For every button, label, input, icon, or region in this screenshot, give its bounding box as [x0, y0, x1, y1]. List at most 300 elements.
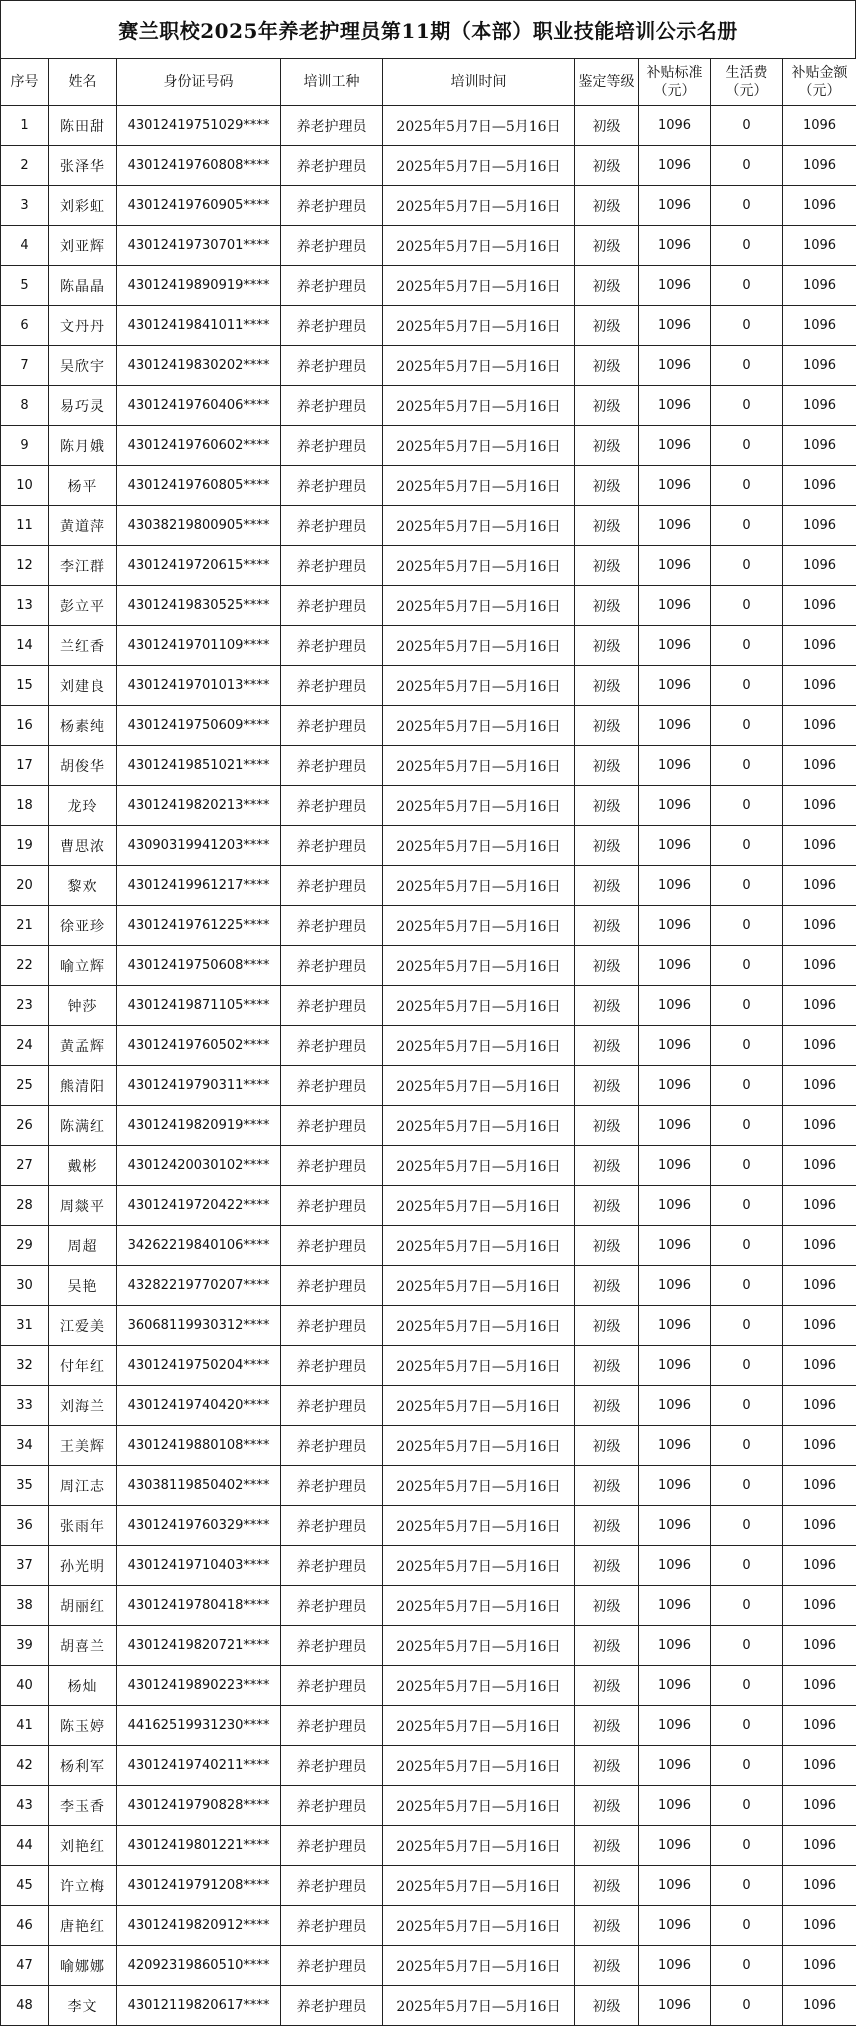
cell-name: 彭立平 [49, 586, 117, 626]
cell-level: 初级 [575, 1066, 639, 1106]
cell-amount: 1096 [783, 586, 856, 626]
table-row [1, 746, 856, 786]
table-row [1, 346, 856, 386]
cell-standard: 1096 [639, 426, 711, 466]
cell-level: 初级 [575, 1026, 639, 1066]
cell-amount: 1096 [783, 146, 856, 186]
cell-level: 初级 [575, 1186, 639, 1226]
cell-living: 0 [711, 186, 783, 226]
cell-standard: 1096 [639, 1906, 711, 1946]
table-row [1, 146, 856, 186]
cell-name: 杨素纯 [49, 706, 117, 746]
cell-amount: 1096 [783, 466, 856, 506]
cell-seq: 38 [1, 1586, 49, 1626]
cell-seq: 20 [1, 866, 49, 906]
table-row [1, 506, 856, 546]
cell-name: 许立梅 [49, 1866, 117, 1906]
cell-living: 0 [711, 1506, 783, 1546]
cell-period: 2025年5月7日—5月16日 [383, 1106, 575, 1146]
cell-amount: 1096 [783, 186, 856, 226]
cell-period: 2025年5月7日—5月16日 [383, 1226, 575, 1266]
cell-level: 初级 [575, 706, 639, 746]
cell-trade: 养老护理员 [281, 186, 383, 226]
header-living: 生活费（元） [711, 59, 783, 106]
cell-living: 0 [711, 226, 783, 266]
cell-name: 刘彩虹 [49, 186, 117, 226]
cell-id-number: 44162519931230**** [117, 1706, 281, 1746]
cell-trade: 养老护理员 [281, 1946, 383, 1986]
cell-seq: 18 [1, 786, 49, 826]
cell-level: 初级 [575, 186, 639, 226]
cell-living: 0 [711, 786, 783, 826]
table-row [1, 1786, 856, 1826]
cell-level: 初级 [575, 1986, 639, 2026]
cell-seq: 25 [1, 1066, 49, 1106]
table-row [1, 1066, 856, 1106]
cell-period: 2025年5月7日—5月16日 [383, 1586, 575, 1626]
cell-level: 初级 [575, 386, 639, 426]
cell-period: 2025年5月7日—5月16日 [383, 546, 575, 586]
cell-standard: 1096 [639, 1186, 711, 1226]
cell-period: 2025年5月7日—5月16日 [383, 266, 575, 306]
cell-amount: 1096 [783, 1426, 856, 1466]
cell-amount: 1096 [783, 1786, 856, 1826]
cell-standard: 1096 [639, 786, 711, 826]
table-header-row [1, 59, 856, 106]
cell-seq: 36 [1, 1506, 49, 1546]
cell-standard: 1096 [639, 1226, 711, 1266]
table-row [1, 986, 856, 1026]
table-row [1, 1546, 856, 1586]
cell-seq: 42 [1, 1746, 49, 1786]
cell-trade: 养老护理员 [281, 786, 383, 826]
cell-level: 初级 [575, 546, 639, 586]
cell-trade: 养老护理员 [281, 1546, 383, 1586]
cell-living: 0 [711, 906, 783, 946]
table-row [1, 466, 856, 506]
header-period: 培训时间 [383, 59, 575, 106]
cell-period: 2025年5月7日—5月16日 [383, 1946, 575, 1986]
cell-seq: 32 [1, 1346, 49, 1386]
cell-amount: 1096 [783, 266, 856, 306]
table-row [1, 1146, 856, 1186]
cell-trade: 养老护理员 [281, 1426, 383, 1466]
cell-level: 初级 [575, 586, 639, 626]
cell-level: 初级 [575, 666, 639, 706]
cell-seq: 31 [1, 1306, 49, 1346]
cell-id-number: 43012419760502**** [117, 1026, 281, 1066]
cell-id-number: 43012419761225**** [117, 906, 281, 946]
cell-name: 李文 [49, 1986, 117, 2026]
cell-name: 胡丽红 [49, 1586, 117, 1626]
cell-level: 初级 [575, 1666, 639, 1706]
cell-period: 2025年5月7日—5月16日 [383, 746, 575, 786]
cell-trade: 养老护理员 [281, 1746, 383, 1786]
cell-id-number: 43282219770207**** [117, 1266, 281, 1306]
cell-amount: 1096 [783, 386, 856, 426]
cell-level: 初级 [575, 506, 639, 546]
cell-id-number: 43012419740211**** [117, 1746, 281, 1786]
cell-id-number: 43012419750609**** [117, 706, 281, 746]
cell-level: 初级 [575, 1946, 639, 1986]
cell-living: 0 [711, 1826, 783, 1866]
cell-living: 0 [711, 1626, 783, 1666]
cell-trade: 养老护理员 [281, 1826, 383, 1866]
cell-trade: 养老护理员 [281, 346, 383, 386]
cell-standard: 1096 [639, 906, 711, 946]
cell-trade: 养老护理员 [281, 906, 383, 946]
table-row [1, 1826, 856, 1866]
cell-id-number: 43012419780418**** [117, 1586, 281, 1626]
cell-amount: 1096 [783, 426, 856, 466]
cell-name: 喻娜娜 [49, 1946, 117, 1986]
cell-id-number: 43012419791208**** [117, 1866, 281, 1906]
table-row [1, 666, 856, 706]
cell-standard: 1096 [639, 866, 711, 906]
cell-name: 周燚平 [49, 1186, 117, 1226]
cell-period: 2025年5月7日—5月16日 [383, 1386, 575, 1426]
cell-trade: 养老护理员 [281, 1506, 383, 1546]
cell-level: 初级 [575, 306, 639, 346]
cell-seq: 27 [1, 1146, 49, 1186]
cell-seq: 47 [1, 1946, 49, 1986]
cell-trade: 养老护理员 [281, 986, 383, 1026]
cell-name: 易巧灵 [49, 386, 117, 426]
cell-level: 初级 [575, 1626, 639, 1666]
cell-name: 付年红 [49, 1346, 117, 1386]
cell-living: 0 [711, 1986, 783, 2026]
cell-living: 0 [711, 1306, 783, 1346]
cell-seq: 11 [1, 506, 49, 546]
cell-trade: 养老护理员 [281, 106, 383, 146]
cell-amount: 1096 [783, 1506, 856, 1546]
cell-level: 初级 [575, 1346, 639, 1386]
table-row [1, 1906, 856, 1946]
table-row [1, 1586, 856, 1626]
table-row [1, 226, 856, 266]
cell-id-number: 43012419701109**** [117, 626, 281, 666]
header-level: 鉴定等级 [575, 59, 639, 106]
cell-trade: 养老护理员 [281, 1906, 383, 1946]
cell-seq: 15 [1, 666, 49, 706]
cell-id-number: 43012419890223**** [117, 1666, 281, 1706]
cell-period: 2025年5月7日—5月16日 [383, 106, 575, 146]
cell-amount: 1096 [783, 666, 856, 706]
cell-period: 2025年5月7日—5月16日 [383, 1506, 575, 1546]
cell-amount: 1096 [783, 306, 856, 346]
header-id: 身份证号码 [117, 59, 281, 106]
cell-living: 0 [711, 1026, 783, 1066]
cell-amount: 1096 [783, 506, 856, 546]
cell-trade: 养老护理员 [281, 1986, 383, 2026]
cell-period: 2025年5月7日—5月16日 [383, 1786, 575, 1826]
cell-name: 杨灿 [49, 1666, 117, 1706]
cell-trade: 养老护理员 [281, 1066, 383, 1106]
cell-trade: 养老护理员 [281, 666, 383, 706]
cell-level: 初级 [575, 1306, 639, 1346]
cell-seq: 34 [1, 1426, 49, 1466]
cell-period: 2025年5月7日—5月16日 [383, 1146, 575, 1186]
cell-name: 李江群 [49, 546, 117, 586]
cell-living: 0 [711, 1546, 783, 1586]
cell-level: 初级 [575, 106, 639, 146]
cell-living: 0 [711, 1706, 783, 1746]
cell-trade: 养老护理员 [281, 1106, 383, 1146]
cell-amount: 1096 [783, 1346, 856, 1386]
table-row [1, 1626, 856, 1666]
cell-amount: 1096 [783, 1986, 856, 2026]
table-row [1, 1386, 856, 1426]
cell-name: 杨利军 [49, 1746, 117, 1786]
cell-name: 钟莎 [49, 986, 117, 1026]
cell-id-number: 43012419820213**** [117, 786, 281, 826]
cell-seq: 29 [1, 1226, 49, 1266]
cell-id-number: 43012419820919**** [117, 1106, 281, 1146]
table-row [1, 186, 856, 226]
cell-living: 0 [711, 1586, 783, 1626]
cell-amount: 1096 [783, 1106, 856, 1146]
cell-living: 0 [711, 946, 783, 986]
cell-level: 初级 [575, 1226, 639, 1266]
cell-standard: 1096 [639, 1346, 711, 1386]
cell-standard: 1096 [639, 306, 711, 346]
cell-living: 0 [711, 546, 783, 586]
cell-id-number: 43012419730701**** [117, 226, 281, 266]
cell-trade: 养老护理员 [281, 706, 383, 746]
cell-standard: 1096 [639, 986, 711, 1026]
cell-name: 徐亚珍 [49, 906, 117, 946]
cell-name: 李玉香 [49, 1786, 117, 1826]
cell-amount: 1096 [783, 1066, 856, 1106]
cell-amount: 1096 [783, 906, 856, 946]
cell-seq: 48 [1, 1986, 49, 2026]
cell-seq: 13 [1, 586, 49, 626]
cell-name: 杨平 [49, 466, 117, 506]
cell-amount: 1096 [783, 1466, 856, 1506]
cell-id-number: 43012419961217**** [117, 866, 281, 906]
cell-name: 曹思浓 [49, 826, 117, 866]
cell-amount: 1096 [783, 986, 856, 1026]
cell-amount: 1096 [783, 346, 856, 386]
cell-period: 2025年5月7日—5月16日 [383, 946, 575, 986]
cell-period: 2025年5月7日—5月16日 [383, 1746, 575, 1786]
cell-id-number: 43012419760805**** [117, 466, 281, 506]
table-row [1, 1986, 856, 2026]
cell-living: 0 [711, 1386, 783, 1426]
table-row [1, 586, 856, 626]
cell-trade: 养老护理员 [281, 266, 383, 306]
cell-level: 初级 [575, 1746, 639, 1786]
cell-seq: 10 [1, 466, 49, 506]
cell-trade: 养老护理员 [281, 306, 383, 346]
cell-seq: 4 [1, 226, 49, 266]
cell-period: 2025年5月7日—5月16日 [383, 1426, 575, 1466]
cell-trade: 养老护理员 [281, 866, 383, 906]
cell-name: 周超 [49, 1226, 117, 1266]
cell-amount: 1096 [783, 1586, 856, 1626]
table-row [1, 826, 856, 866]
cell-name: 胡喜兰 [49, 1626, 117, 1666]
cell-standard: 1096 [639, 1506, 711, 1546]
cell-seq: 3 [1, 186, 49, 226]
cell-living: 0 [711, 866, 783, 906]
cell-trade: 养老护理员 [281, 466, 383, 506]
cell-living: 0 [711, 586, 783, 626]
cell-name: 孙光明 [49, 1546, 117, 1586]
cell-living: 0 [711, 1866, 783, 1906]
cell-id-number: 43012419890919**** [117, 266, 281, 306]
cell-trade: 养老护理员 [281, 1386, 383, 1426]
cell-trade: 养老护理员 [281, 586, 383, 626]
cell-name: 陈玉婷 [49, 1706, 117, 1746]
cell-level: 初级 [575, 1426, 639, 1466]
cell-id-number: 42092319860510**** [117, 1946, 281, 1986]
cell-amount: 1096 [783, 1826, 856, 1866]
cell-trade: 养老护理员 [281, 1706, 383, 1746]
cell-name: 刘海兰 [49, 1386, 117, 1426]
cell-trade: 养老护理员 [281, 1306, 383, 1346]
cell-living: 0 [711, 466, 783, 506]
table-row [1, 1946, 856, 1986]
cell-level: 初级 [575, 346, 639, 386]
cell-name: 张雨年 [49, 1506, 117, 1546]
cell-name: 喻立辉 [49, 946, 117, 986]
cell-trade: 养老护理员 [281, 1586, 383, 1626]
cell-id-number: 43012419880108**** [117, 1426, 281, 1466]
cell-trade: 养老护理员 [281, 1226, 383, 1266]
cell-id-number: 43012419751029**** [117, 106, 281, 146]
table-row [1, 106, 856, 146]
cell-seq: 28 [1, 1186, 49, 1226]
cell-id-number: 43012419750204**** [117, 1346, 281, 1386]
cell-standard: 1096 [639, 1026, 711, 1066]
table-row [1, 1226, 856, 1266]
cell-period: 2025年5月7日—5月16日 [383, 866, 575, 906]
cell-seq: 19 [1, 826, 49, 866]
cell-amount: 1096 [783, 1626, 856, 1666]
cell-seq: 33 [1, 1386, 49, 1426]
cell-id-number: 43012419820721**** [117, 1626, 281, 1666]
cell-standard: 1096 [639, 946, 711, 986]
cell-level: 初级 [575, 986, 639, 1026]
cell-amount: 1096 [783, 1866, 856, 1906]
cell-living: 0 [711, 266, 783, 306]
header-trade: 培训工种 [281, 59, 383, 106]
cell-id-number: 43012119820617**** [117, 1986, 281, 2026]
cell-period: 2025年5月7日—5月16日 [383, 426, 575, 466]
cell-period: 2025年5月7日—5月16日 [383, 146, 575, 186]
table-row [1, 1186, 856, 1226]
cell-level: 初级 [575, 1586, 639, 1626]
cell-name: 吴艳 [49, 1266, 117, 1306]
cell-name: 陈月娥 [49, 426, 117, 466]
cell-seq: 43 [1, 1786, 49, 1826]
table-row [1, 946, 856, 986]
cell-standard: 1096 [639, 546, 711, 586]
cell-name: 陈晶晶 [49, 266, 117, 306]
cell-standard: 1096 [639, 1546, 711, 1586]
cell-standard: 1096 [639, 1746, 711, 1786]
cell-period: 2025年5月7日—5月16日 [383, 1546, 575, 1586]
cell-seq: 24 [1, 1026, 49, 1066]
table-row [1, 1426, 856, 1466]
cell-trade: 养老护理员 [281, 1186, 383, 1226]
cell-seq: 16 [1, 706, 49, 746]
table-row [1, 266, 856, 306]
cell-living: 0 [711, 746, 783, 786]
cell-seq: 37 [1, 1546, 49, 1586]
cell-standard: 1096 [639, 466, 711, 506]
cell-id-number: 34262219840106**** [117, 1226, 281, 1266]
cell-standard: 1096 [639, 226, 711, 266]
cell-trade: 养老护理员 [281, 426, 383, 466]
table-row [1, 1746, 856, 1786]
cell-standard: 1096 [639, 1066, 711, 1106]
cell-seq: 23 [1, 986, 49, 1026]
cell-standard: 1096 [639, 626, 711, 666]
cell-standard: 1096 [639, 346, 711, 386]
cell-period: 2025年5月7日—5月16日 [383, 1026, 575, 1066]
cell-living: 0 [711, 506, 783, 546]
cell-id-number: 43012419820912**** [117, 1906, 281, 1946]
cell-living: 0 [711, 626, 783, 666]
cell-name: 龙玲 [49, 786, 117, 826]
table-row [1, 1466, 856, 1506]
cell-id-number: 36068119930312**** [117, 1306, 281, 1346]
table-row [1, 706, 856, 746]
table-row [1, 866, 856, 906]
cell-living: 0 [711, 1106, 783, 1146]
table-row [1, 1866, 856, 1906]
cell-name: 唐艳红 [49, 1906, 117, 1946]
cell-level: 初级 [575, 226, 639, 266]
cell-amount: 1096 [783, 746, 856, 786]
cell-level: 初级 [575, 826, 639, 866]
cell-amount: 1096 [783, 1906, 856, 1946]
cell-standard: 1096 [639, 1146, 711, 1186]
cell-living: 0 [711, 346, 783, 386]
cell-id-number: 43038219800905**** [117, 506, 281, 546]
cell-standard: 1096 [639, 1666, 711, 1706]
cell-id-number: 43012419701013**** [117, 666, 281, 706]
cell-seq: 41 [1, 1706, 49, 1746]
cell-name: 吴欣宇 [49, 346, 117, 386]
cell-living: 0 [711, 986, 783, 1026]
table-row [1, 1306, 856, 1346]
cell-seq: 7 [1, 346, 49, 386]
cell-period: 2025年5月7日—5月16日 [383, 1706, 575, 1746]
roster-table [0, 58, 856, 2026]
table-row [1, 1266, 856, 1306]
cell-period: 2025年5月7日—5月16日 [383, 346, 575, 386]
cell-amount: 1096 [783, 1026, 856, 1066]
cell-amount: 1096 [783, 1386, 856, 1426]
cell-name: 黄道萍 [49, 506, 117, 546]
cell-amount: 1096 [783, 626, 856, 666]
cell-amount: 1096 [783, 1706, 856, 1746]
cell-id-number: 43012420030102**** [117, 1146, 281, 1186]
cell-level: 初级 [575, 1386, 639, 1426]
cell-standard: 1096 [639, 746, 711, 786]
cell-period: 2025年5月7日—5月16日 [383, 1666, 575, 1706]
cell-id-number: 43012419760329**** [117, 1506, 281, 1546]
cell-amount: 1096 [783, 786, 856, 826]
cell-trade: 养老护理员 [281, 1866, 383, 1906]
cell-living: 0 [711, 426, 783, 466]
cell-level: 初级 [575, 1866, 639, 1906]
cell-trade: 养老护理员 [281, 1146, 383, 1186]
cell-trade: 养老护理员 [281, 1666, 383, 1706]
